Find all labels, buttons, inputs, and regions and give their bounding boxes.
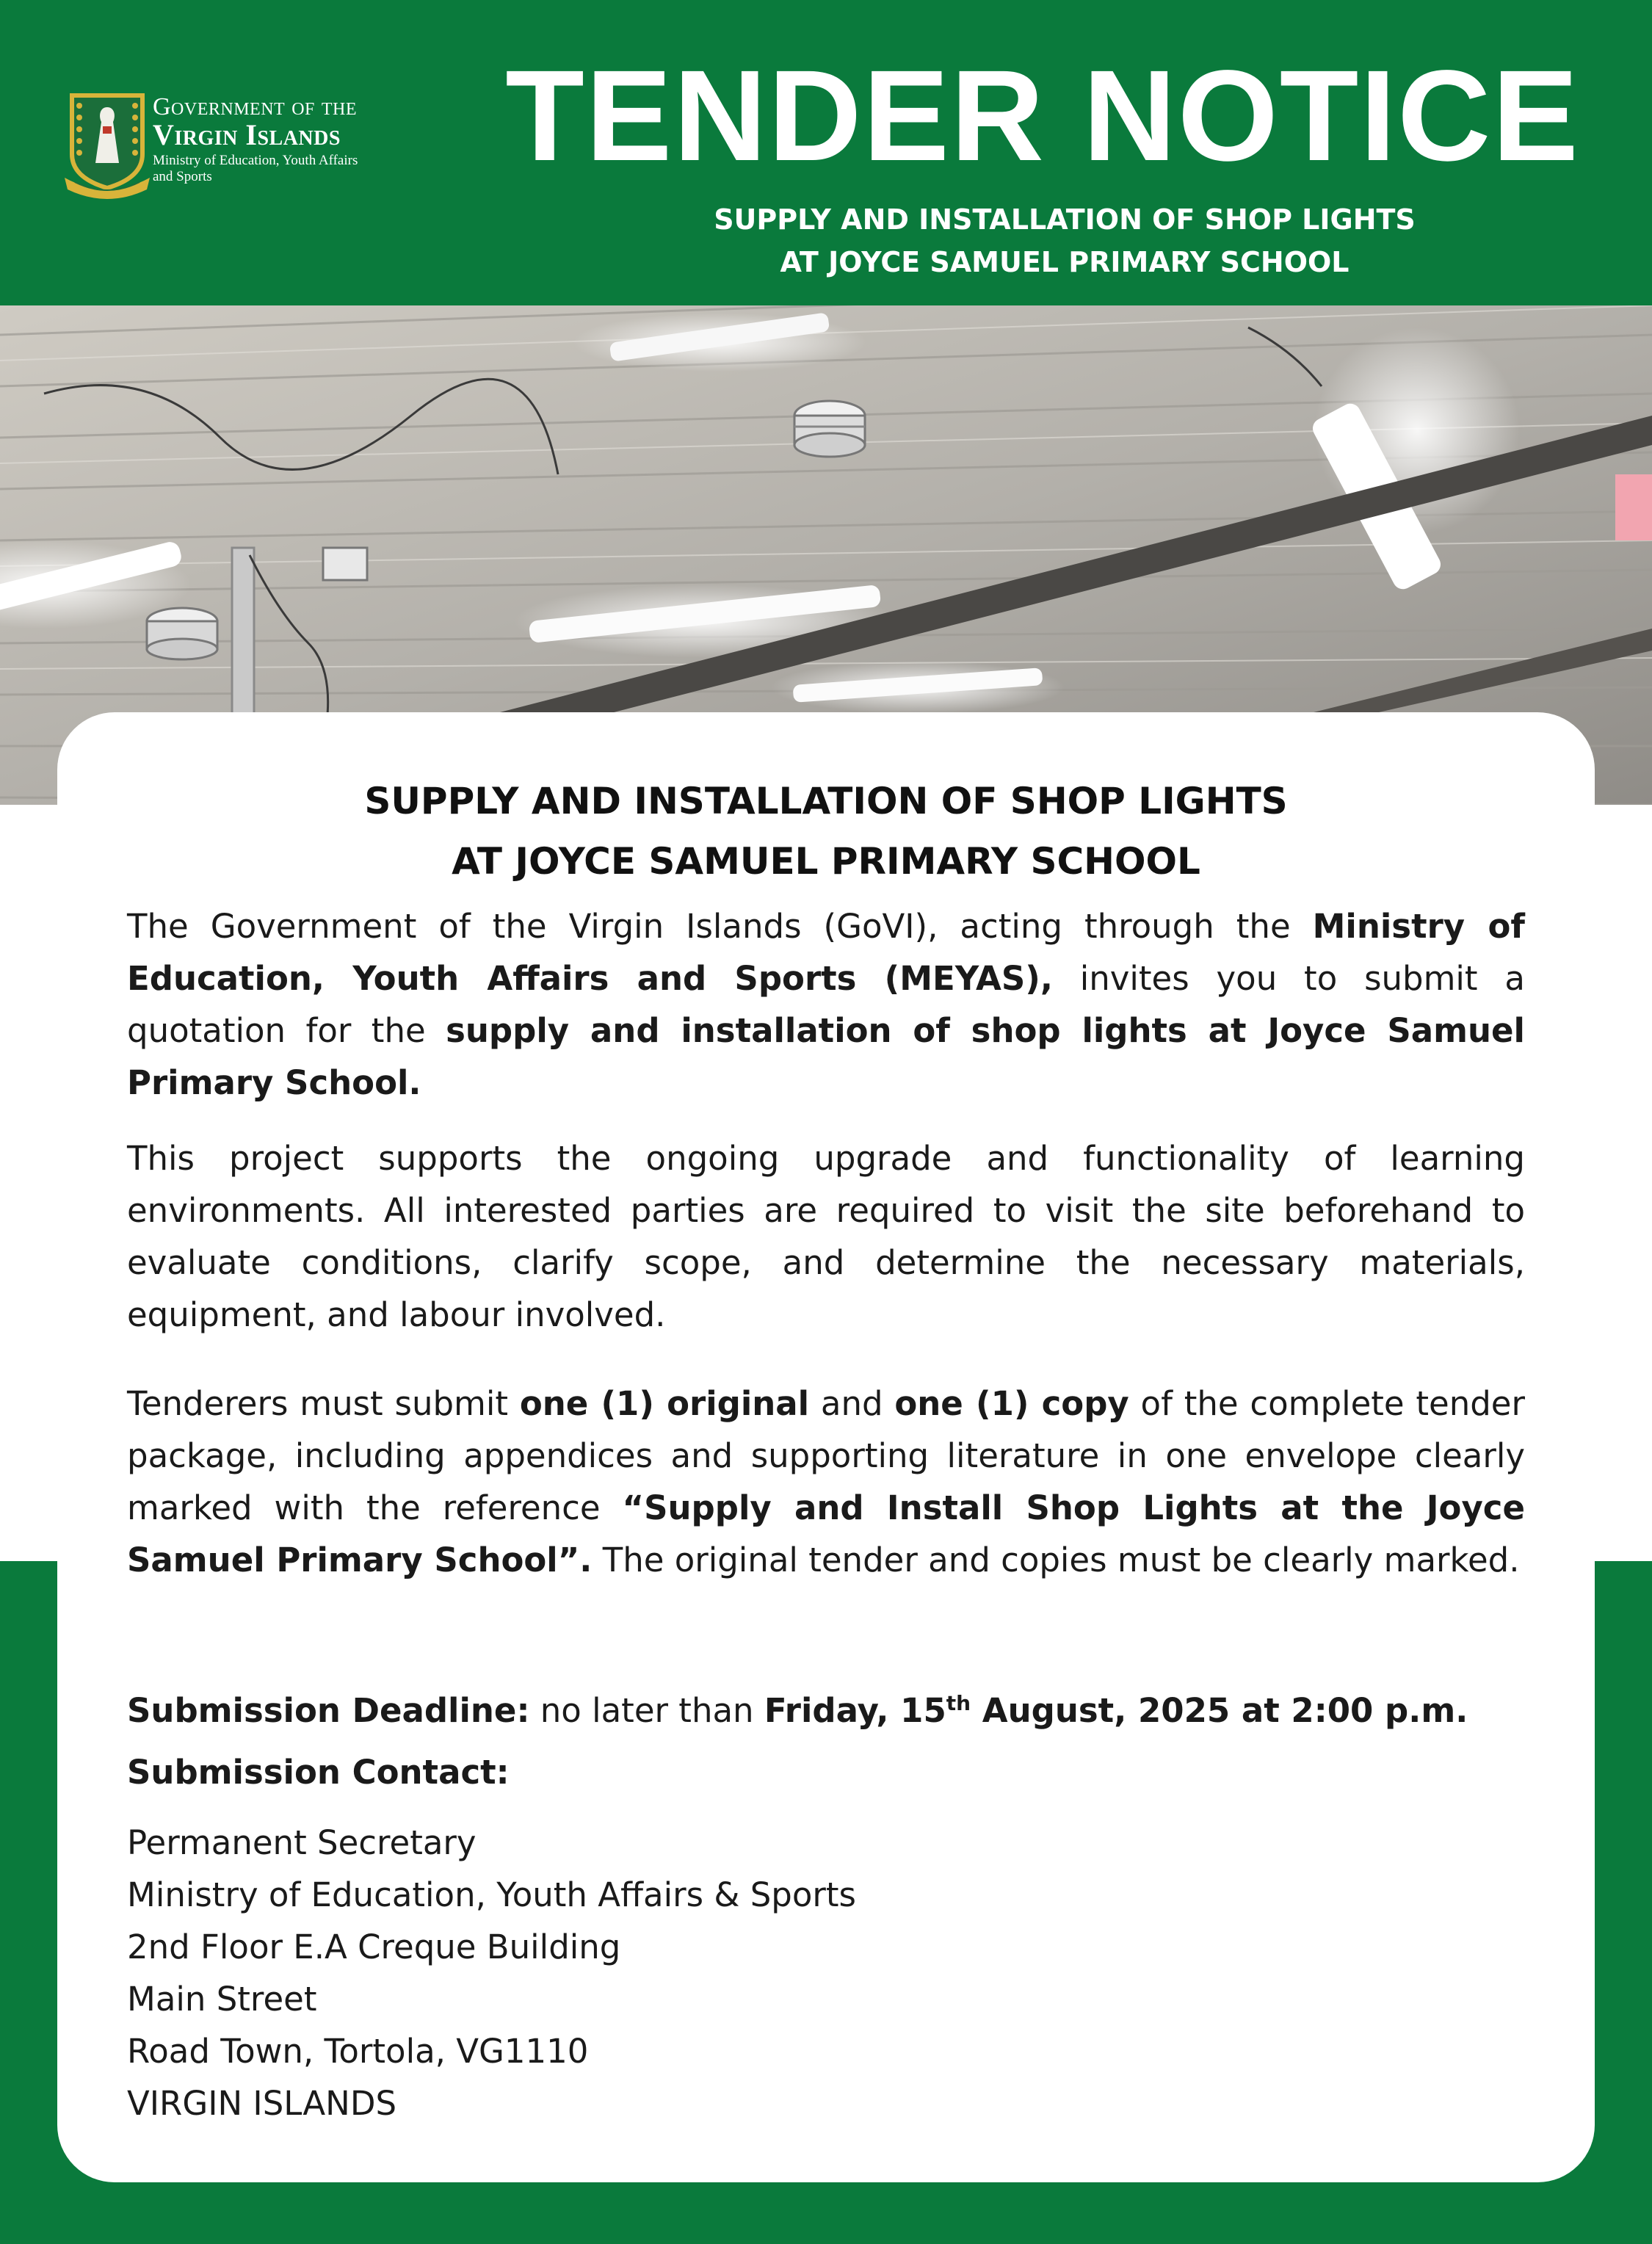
coat-of-arms-icon — [62, 91, 153, 201]
deadline-date — [764, 1691, 1468, 1730]
address-line-2: Ministry of Education, Youth Affairs & Sports — [127, 1875, 856, 1914]
notice-heading-line-1: SUPPLY AND INSTALLATION OF SHOP LIGHTS — [364, 780, 1288, 822]
notice-heading — [0, 771, 1652, 891]
submission-text-4: The original tender and copies must be clearly marked. — [592, 1541, 1520, 1579]
submission-contact-label: Submission Contact: — [127, 1753, 510, 1792]
logo-line-government: Government of the — [153, 93, 358, 120]
contact-address — [127, 1817, 856, 2129]
page-title: TENDER NOTICE — [505, 44, 1580, 188]
deadline-label: Submission Deadline: — [127, 1691, 530, 1730]
logo-line-virgin-islands: Virgin Islands — [153, 118, 341, 151]
address-line-6: VIRGIN ISLANDS — [127, 2084, 397, 2123]
address-line-3: 2nd Floor E.A Creque Building — [127, 1928, 621, 1966]
paragraph-project: This project supports the ongoing upgrade and functionality of learning environments. All interested parties are required to visit the site beforehand to evaluate conditions, clarify scope, and determine the necessary materials, equipment, and labour involved. — [127, 1139, 1525, 1334]
submission-deadline — [127, 1677, 1559, 1737]
header-banner — [0, 0, 1652, 305]
submission-text-3: of the complete tender package, including appendices and supporting literature in one envelope clearly marked with the reference — [127, 1384, 1525, 1527]
deadline-text: no later than — [529, 1691, 764, 1730]
deadline-date-rest: August, 2025 at 2:00 p.m. — [971, 1691, 1468, 1730]
paragraph-submission — [127, 1378, 1525, 1586]
intro-text-2: invites you to submit a quotation for the — [127, 959, 1525, 1050]
submission-text-1: Tenderers must submit — [127, 1384, 520, 1423]
paragraph-intro — [127, 900, 1525, 1109]
project-name: supply and installation of shop lights at Joyce Samuel Primary School. — [127, 1011, 1525, 1102]
notice-heading-line-2: AT JOYCE SAMUEL PRIMARY SCHOOL — [452, 840, 1200, 883]
copy-count: one (1) copy — [894, 1384, 1129, 1423]
submission-text-2: and — [809, 1384, 895, 1423]
header-subtitle-line-2: AT JOYCE SAMUEL PRIMARY SCHOOL — [780, 246, 1350, 278]
original-count: one (1) original — [519, 1384, 810, 1423]
address-line-1: Permanent Secretary — [127, 1823, 477, 1862]
envelope-reference: “Supply and Install Shop Lights at the Joyce Samuel Primary School”. — [127, 1488, 1525, 1579]
government-logo-text — [153, 94, 373, 185]
header-subtitle-line-1: SUPPLY AND INSTALLATION OF SHOP LIGHTS — [714, 203, 1416, 236]
deadline-date-suffix: th — [946, 1691, 971, 1715]
intro-text-1: The Government of the Virgin Islands (GoVI), acting through the — [127, 907, 1313, 946]
header-subtitle — [587, 198, 1542, 283]
ministry-name: Ministry of Education, Youth Affairs and Sports (MEYAS), — [127, 907, 1525, 998]
deadline-date-day: Friday, 15 — [764, 1691, 946, 1730]
address-line-4: Main Street — [127, 1980, 317, 2019]
address-line-5: Road Town, Tortola, VG1110 — [127, 2032, 589, 2071]
logo-line-ministry: Ministry of Education, Youth Affairs and Sports — [153, 153, 358, 184]
